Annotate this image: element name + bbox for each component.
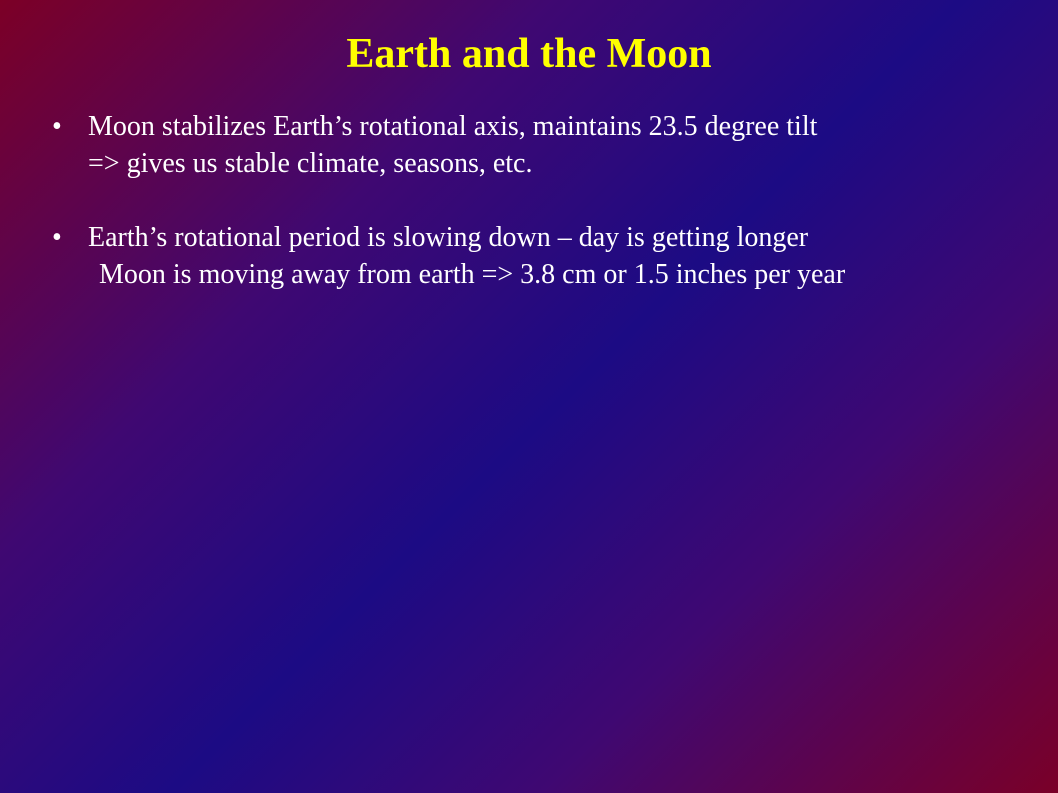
bullet-marker: • <box>52 222 62 253</box>
bullet-list <box>52 108 1032 330</box>
bullet-item <box>52 219 1032 293</box>
bullet-item <box>52 108 1032 182</box>
bullet-text-line: Moon is moving away from earth => 3.8 cm or 1.5 inches per year <box>99 259 846 290</box>
bullet-text-line: Earth’s rotational period is slowing down – day is getting longer <box>88 222 809 253</box>
bullet-text-line: => gives us stable climate, seasons, etc. <box>88 148 533 179</box>
slide-title: Earth and the Moon <box>346 31 712 77</box>
bullet-marker: • <box>52 111 62 142</box>
bullet-text-line: Moon stabilizes Earth’s rotational axis, maintains 23.5 degree tilt <box>88 111 818 142</box>
